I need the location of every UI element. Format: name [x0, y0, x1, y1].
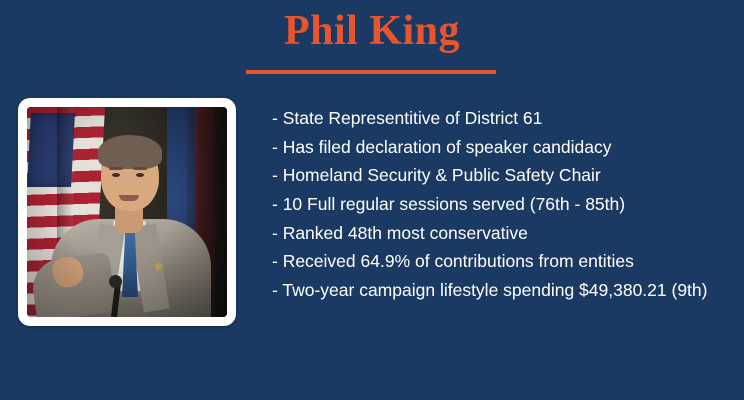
list-item: - Ranked 48th most conservative: [272, 222, 528, 243]
list-item: - Two-year campaign lifestyle spending $49,380.21 (9th): [272, 280, 708, 301]
list-item: - Has filed declaration of speaker candidacy: [272, 136, 612, 157]
title-underline: [246, 70, 496, 74]
list-item: - Homeland Security & Public Safety Chair: [272, 165, 601, 186]
portrait-frame: [18, 98, 236, 326]
list-item: - Received 64.9% of contributions from entities: [272, 251, 634, 272]
bullet-list: [272, 104, 728, 305]
phil-king-portrait: [27, 107, 227, 317]
list-item: - 10 Full regular sessions served (76th - 85th): [272, 194, 626, 215]
list-item: - State Representitive of District 61: [272, 108, 543, 128]
photo-vignette: [27, 107, 227, 317]
page-title: Phil King: [283, 8, 461, 54]
